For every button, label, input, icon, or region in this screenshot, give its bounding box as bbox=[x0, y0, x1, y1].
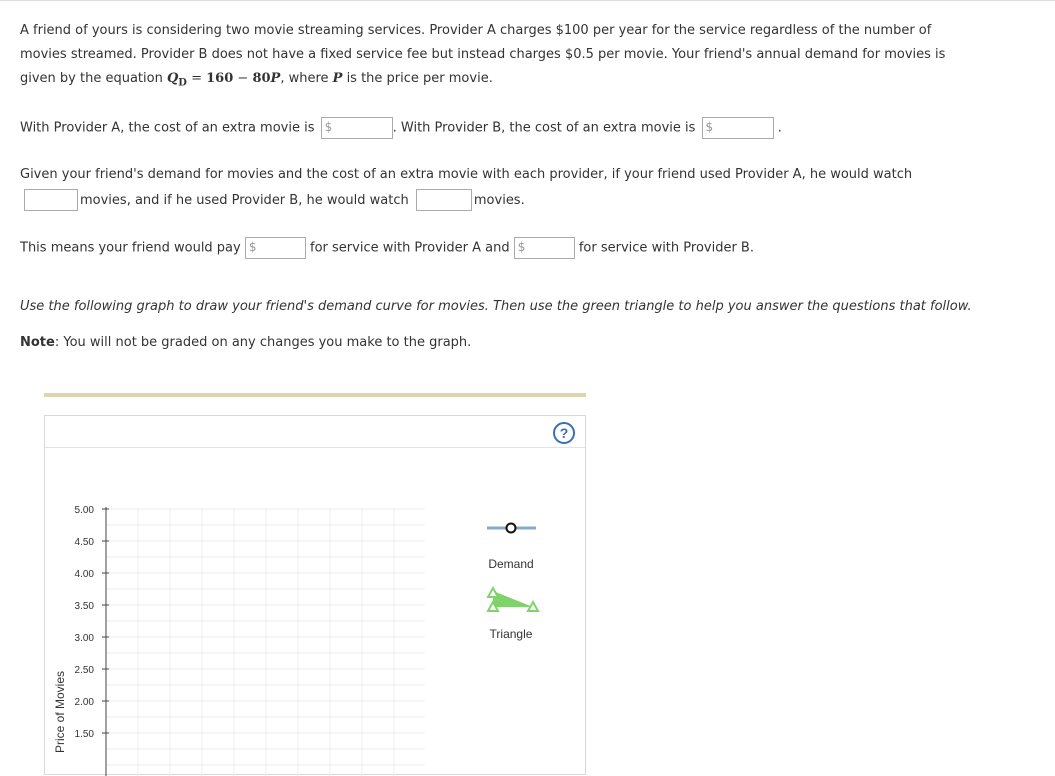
currency-symbol: $ bbox=[248, 240, 257, 254]
y-axis-label: Price of Movies bbox=[53, 670, 67, 754]
movies-suffix: movies. bbox=[473, 192, 525, 208]
triangle-icon bbox=[493, 591, 533, 607]
equation-where: , where bbox=[280, 71, 333, 86]
triangle-tool-label: Triangle bbox=[489, 627, 533, 641]
y-tick-label: 3.50 bbox=[74, 601, 94, 612]
y-tick-label: 4.00 bbox=[74, 569, 94, 580]
equation-outro: is the price per movie. bbox=[342, 71, 493, 86]
y-tick-label: 3.00 bbox=[74, 633, 94, 644]
demand-equation: $Q_D = 160 - 80P$ bbox=[166, 71, 281, 89]
y-tick-label: 1.50 bbox=[74, 729, 94, 740]
movies-b-label: movies, and if he used Provider B, he would watch bbox=[80, 192, 409, 208]
pay-line bbox=[20, 237, 754, 259]
help-icon[interactable]: ? bbox=[553, 422, 575, 444]
equation-intro: given by the equation bbox=[20, 71, 167, 86]
triangle-vertex-icon bbox=[488, 588, 498, 597]
y-tick-label: 2.50 bbox=[74, 665, 94, 676]
cost-b-field[interactable] bbox=[702, 117, 774, 139]
movies-b-input[interactable] bbox=[416, 189, 472, 211]
pay-b-suffix: for service with Provider B. bbox=[578, 240, 754, 256]
pay-b-field[interactable] bbox=[514, 237, 575, 259]
demand-graph[interactable] bbox=[45, 416, 585, 776]
cost-a-input[interactable] bbox=[336, 119, 388, 137]
currency-symbol: $ bbox=[517, 240, 526, 254]
demand-tool-label: Demand bbox=[488, 557, 534, 571]
pay-a-input[interactable] bbox=[260, 239, 301, 257]
y-tick-label: 5.00 bbox=[74, 505, 94, 516]
period: . bbox=[777, 120, 782, 136]
watch-line-1: Given your friend's demand for movies and the cost of an extra movie with each provider, if your friend used Provider A, he would watch bbox=[20, 167, 913, 182]
triangle-vertex-icon bbox=[528, 602, 538, 611]
cost-b-input[interactable] bbox=[717, 119, 769, 137]
cost-extra-movie-line bbox=[20, 117, 782, 139]
watch-line-2 bbox=[24, 189, 525, 211]
price-symbol: P bbox=[332, 71, 343, 86]
demand-tool[interactable] bbox=[487, 524, 536, 572]
graph-panel bbox=[44, 415, 586, 775]
graph-top-bar bbox=[44, 393, 586, 397]
cost-a-field[interactable] bbox=[321, 117, 393, 139]
note bbox=[20, 335, 471, 350]
y-ticks bbox=[75, 505, 109, 740]
y-tick-label: 2.00 bbox=[74, 697, 94, 708]
question-line-3 bbox=[20, 71, 493, 89]
question-line-2: movies streamed. Provider B does not have a fixed service fee but instead charges $0.5 per movie. Your friend's annual demand for movies is bbox=[20, 47, 946, 62]
pay-label: This means your friend would pay bbox=[20, 240, 241, 256]
currency-symbol: $ bbox=[705, 120, 714, 134]
pay-a-field[interactable] bbox=[245, 237, 306, 259]
cost-b-label: . With Provider B, the cost of an extra movie is bbox=[392, 120, 696, 136]
movies-a-input[interactable] bbox=[24, 189, 78, 211]
y-tick-label: 4.50 bbox=[74, 537, 94, 548]
triangle-tool[interactable] bbox=[488, 588, 538, 641]
graph-instruction: Use the following graph to draw your friend's demand curve for movies. Then use the green triangle to help you answer the questions that follow. bbox=[20, 299, 972, 314]
note-text: : You will not be graded on any changes you make to the graph. bbox=[54, 335, 472, 350]
question-line-1: A friend of yours is considering two movie streaming services. Provider A charges $100 per year for the service regardless of the number of bbox=[20, 23, 932, 38]
chart-grid bbox=[106, 509, 425, 776]
currency-symbol: $ bbox=[324, 120, 333, 134]
pay-a-suffix: for service with Provider A and bbox=[310, 240, 510, 256]
cost-a-label: With Provider A, the cost of an extra movie is bbox=[20, 120, 315, 136]
note-label: Note bbox=[20, 335, 55, 350]
pay-b-input[interactable] bbox=[529, 239, 570, 257]
demand-point-icon bbox=[507, 524, 516, 533]
